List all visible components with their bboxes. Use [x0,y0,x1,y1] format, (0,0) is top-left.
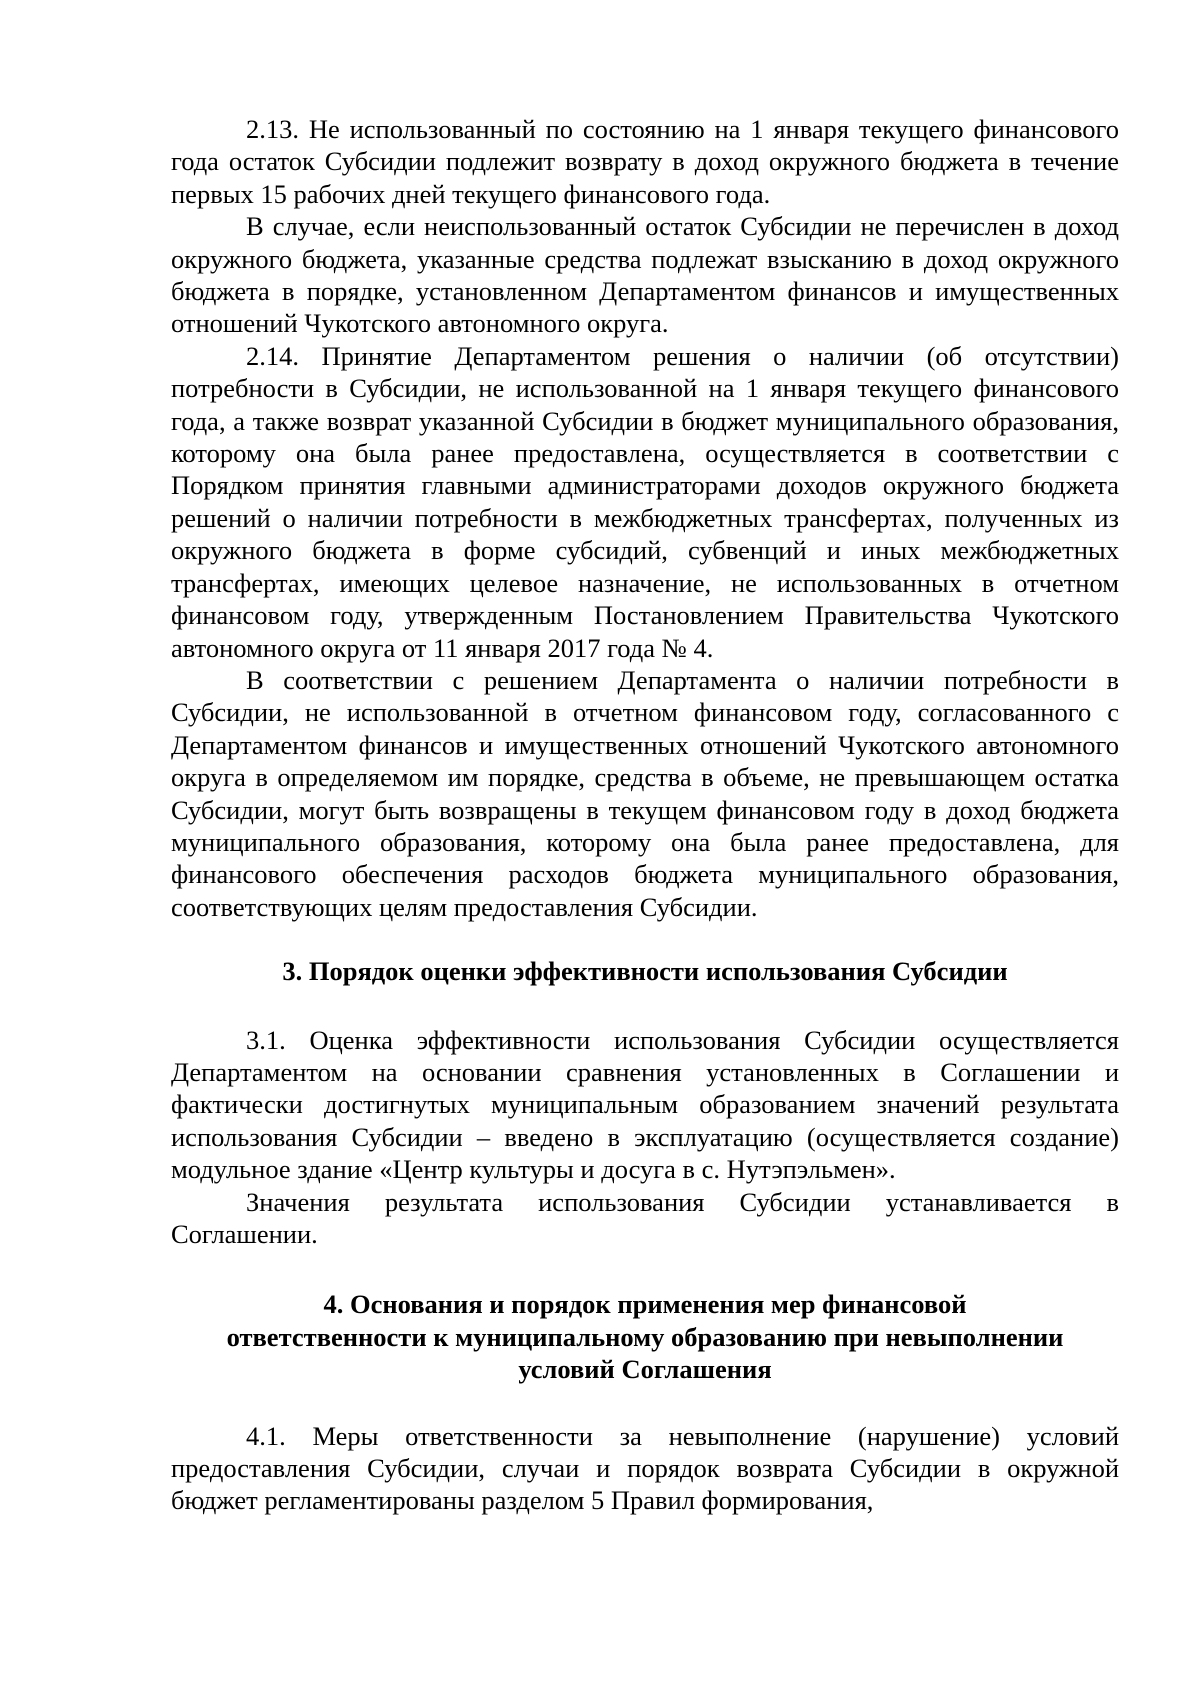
paragraph-4-1: 4.1. Меры ответственности за невыполнение (нарушение) условий предоставления Субсидии, случаи и порядок возврата Субсидии в окружной бюджет регламентированы разделом 5 Правил формирования, [171,1420,1119,1516]
section-4-heading-line-2: ответственности к муниципальному образованию при невыполнении [226,1321,1064,1352]
section-4-heading-line-1: 4. Основания и порядок применения мер финансовой [323,1289,967,1320]
section-4-heading [171,1288,1119,1385]
paragraph-2-14: 2.14. Принятие Департаментом решения о наличии (об отсутствии) потребности в Субсидии, не использованной на 1 января текущего финансового года, а также возврат указанной Субсидии в бюджет муниципального образования, которому она была ранее предоставлена, осуществляется в соответствии с Порядком принятия главными администраторами доходов окружного бюджета решений о наличии потребности в межбюджетных трансфертах, полученных из окружного бюджета в форме субсидий, субвенций и иных межбюджетных трансфертах, имеющих целевое назначение, не использованных в отчетном финансовом году, утвержденным Постановлением Правительства Чукотского автономного округа от 11 января 2017 года № 4. [171,340,1119,663]
paragraph-2-13-continuation: В случае, если неиспользованный остаток Субсидии не перечислен в доход окружного бюджета, указанные средства подлежат взысканию в доход окружного бюджета в порядке, установленном Департаментом финансов и имущественных отношений Чукотского автономного округа. [171,211,1119,339]
paragraph-3-1-continuation: Значения результата использования Субсидии устанавливается в Соглашении. [171,1186,1119,1249]
section-3-heading: 3. Порядок оценки эффективности использования Субсидии [282,956,1008,987]
paragraph-2-13: 2.13. Не использованный по состоянию на 1 января текущего финансового года остаток Субсидии подлежит возврату в доход окружного бюджета в течение первых 15 рабочих дней текущего финансового года. [171,114,1119,209]
document-page [171,113,1119,1517]
paragraph-2-14-continuation: В соответствии с решением Департамента о наличии потребности в Субсидии, не использованной в отчетном финансовом году, согласованного с Департаментом финансов и имущественных отношений Чукотского автономного округа в определяемом им порядке, средства в объеме, не превышающем остатка Субсидии, могут быть возвращены в текущем финансовом году в доход бюджета муниципального образования, которому она была ранее предоставлена, для финансового обеспечения расходов бюджета муниципального образования, соответствующих целям предоставления Субсидии. [171,664,1119,922]
paragraph-3-1: 3.1. Оценка эффективности использования Субсидии осуществляется Департаментом на основании сравнения установленных в Соглашении и фактически достигнутых муниципальным образованием значений результата использования Субсидии – введено в эксплуатацию (осуществляется создание) модульное здание «Центр культуры и досуга в с. Нутэпэльмен». [171,1024,1119,1185]
section-4-heading-line-3: условий Соглашения [518,1354,772,1385]
